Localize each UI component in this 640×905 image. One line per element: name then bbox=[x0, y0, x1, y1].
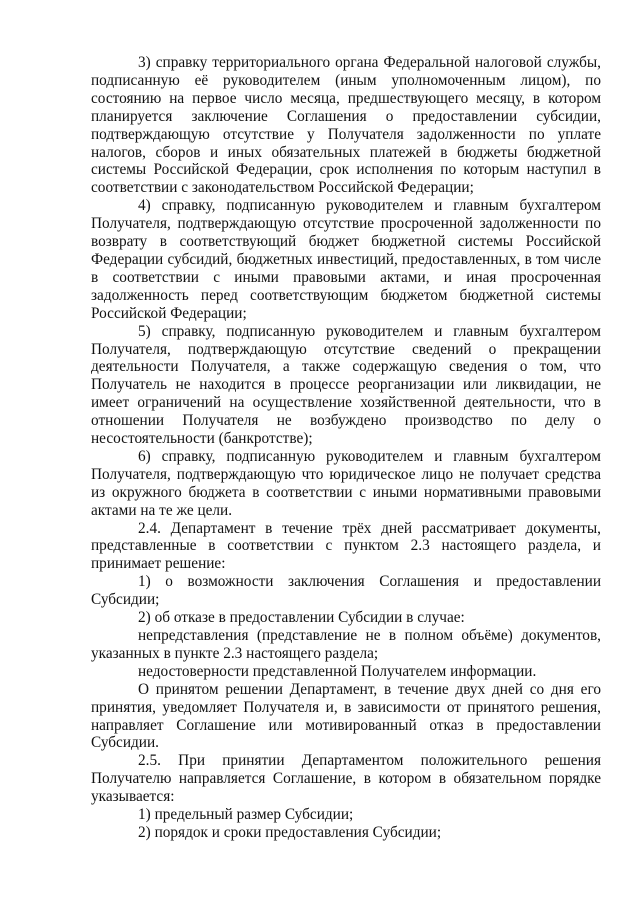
paragraph-refuse-reason-2: недостоверности представленной Получателем информации. bbox=[138, 662, 537, 680]
paragraph-agreement-item-2: 2) порядок и сроки предоставления Субсидии; bbox=[138, 823, 442, 841]
paragraph-refuse-reason-1: непредставления (представление не в полном объёме) документов, указанных в пункте 2.3 настоящего раздела; bbox=[91, 627, 601, 662]
paragraph-2-5-agreement: 2.5. При принятии Департаментом положительного решения Получателю направляется Соглашение, в котором в обязательном порядке указывается: bbox=[91, 752, 601, 806]
paragraph-item-6-no-other-funds: 6) справку, подписанную руководителем и главным бухгалтером Получателя, подтверждающую что юридическое лицо не получает средства из окружного бюджета в соответствии с иными нормативными правовыми актами на те же цели. bbox=[91, 447, 601, 519]
paragraph-item-5-no-liquidation: 5) справку, подписанную руководителем и главным бухгалтером Получателя, подтверждающую отсутствие сведений о прекращении деятельности Получателя, а также содержащую сведения о том, что Получатель не находится в процессе реорганизации или ликвидации, не имеет ограничений на осуществление хозяйственной деятельности, что в отношении Получателя не возбуждено производство по делу о несостоятельности (банкротстве); bbox=[91, 322, 601, 448]
document-page bbox=[91, 54, 601, 842]
paragraph-item-3-tax-certificate: 3) справку территориального органа Федеральной налоговой службы, подписанную её руководителем (иным уполномоченным лицом), по состоянию на первое число месяца, предшествующего месяцу, в котором планируется заключение Соглашения о предоставлении субсидии, подтверждающую отсутствие у Получателя задолженности по уплате налогов, сборов и иных обязательных платежей в бюджеты бюджетной системы Российской Федерации, срок исполнения по которым наступил в соответствии с законодательством Российской Федерации; bbox=[91, 54, 601, 197]
paragraph-notification: О принятом решении Департамент, в течение двух дней со дня его принятия, уведомляет Получателя и, в зависимости от принятого решения, направляет Соглашение или мотивированный отказ в предоставлении Субсидии. bbox=[91, 680, 601, 752]
paragraph-agreement-item-1: 1) предельный размер Субсидии; bbox=[138, 806, 354, 824]
paragraph-decision-refuse: 2) об отказе в предоставлении Субсидии в случае: bbox=[138, 609, 465, 627]
paragraph-decision-approve: 1) о возможности заключения Соглашения и предоставлении Субсидии; bbox=[91, 573, 601, 609]
paragraph-2-4-review: 2.4. Департамент в течение трёх дней рассматривает документы, представленные в соответствии с пунктом 2.3 настоящего раздела, и принимает решение: bbox=[91, 519, 601, 573]
paragraph-item-4-no-overdue-debt: 4) справку, подписанную руководителем и главным бухгалтером Получателя, подтверждающую отсутствие просроченной задолженности по возврату в соответствующий бюджет бюджетной системы Российской Федерации субсидий, бюджетных инвестиций, предоставленных, в том числе в соответствии с иными правовыми актами, и иная просроченная задолженность перед соответствующим бюджетом бюджетной системы Российской Федерации; bbox=[91, 197, 601, 322]
